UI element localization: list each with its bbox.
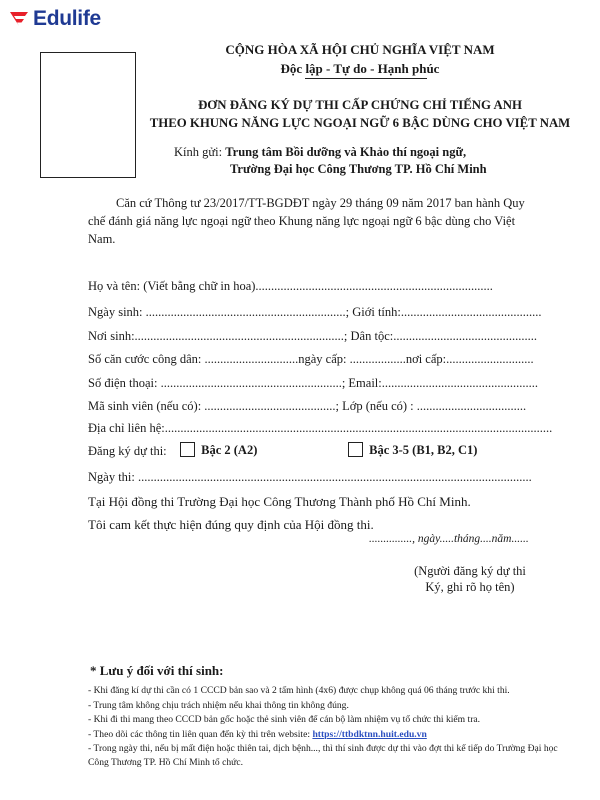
dob-gender-field[interactable]: Ngày sinh: ................................................................; Giới tính:............................................. <box>88 305 542 319</box>
address-field[interactable]: Địa chỉ liên hệ:............................................................................................................................ <box>88 421 553 435</box>
commitment-text: Tôi cam kết thực hiện đúng quy định của Hội đồng thi. <box>88 517 374 532</box>
checkbox-a2[interactable] <box>180 442 195 457</box>
option-b1-c1-label: Bậc 3-5 (B1, B2, C1) <box>369 443 478 457</box>
note-item-5: - Trong ngày thi, nếu bị mất điện hoặc thiên tai, dịch bệnh..., thì thí sinh được dự thi vào đợt thi kế tiếp do Trường Đại học Công Thương TP. Hồ Chí Minh tổ chức. <box>88 743 558 768</box>
intro-line1: Căn cứ Thông tư 23/2017/TT-BGDĐT ngày 29 tháng 09 năm 2017 ban hành Quy <box>116 196 525 210</box>
option-a2[interactable] <box>180 442 257 458</box>
recipient-line1: Trung tâm Bồi dưỡng và Khảo thí ngoại ngữ, <box>225 145 467 159</box>
recipient <box>174 145 466 160</box>
recipient-line2: Trường Đại học Công Thương TP. Hồ Chí Minh <box>230 162 487 176</box>
brand-logo <box>8 6 101 32</box>
note-item-3: - Khi đi thi mang theo CCCD bản gốc hoặc thẻ sinh viên để cán bộ làm nhiệm vụ tổ chức thi kiểm tra. <box>88 714 481 726</box>
pob-ethnicity-field[interactable]: Nơi sinh:...................................................................; Dân tộc:.............................................. <box>88 329 537 343</box>
note-item-2: - Trung tâm không chịu trách nhiệm nếu khai thông tin không đúng. <box>88 699 349 711</box>
student-class-field[interactable]: Mã sinh viên (nếu có): ..........................................; Lớp (nếu có) : ................................... <box>88 399 527 413</box>
notes-list <box>88 684 568 771</box>
photo-placeholder <box>40 52 136 178</box>
intro-line3: Nam. <box>88 232 116 246</box>
edulife-logo-icon <box>8 8 30 30</box>
id-card-field[interactable]: Số căn cước công dân: ..............................ngày cấp: ..................nơi cấp:............................ <box>88 352 534 366</box>
motto-underline <box>305 78 427 79</box>
date-line <box>369 533 529 545</box>
checkbox-b1-c1[interactable] <box>348 442 363 457</box>
note-item-4 <box>88 728 568 742</box>
fullname-field[interactable]: Họ và tên: (Viết bằng chữ in hoa)............................................................................ <box>88 279 493 293</box>
website-link[interactable]: https://ttbdktnn.huit.edu.vn <box>312 728 427 740</box>
notes-title: * Lưu ý đối với thí sinh: <box>90 663 224 678</box>
country-header: CỘNG HÒA XÃ HỘI CHỦ NGHĨA VIỆT NAM <box>225 42 495 57</box>
form-title-line2: THEO KHUNG NĂNG LỰC NGOẠI NGỮ 6 BẬC DÙNG CHO VIỆT NAM <box>149 116 571 130</box>
venue-text: Tại Hội đồng thi Trường Đại học Công Thương Thành phố Hồ Chí Minh. <box>88 494 471 509</box>
register-label: Đăng ký dự thi: <box>88 444 167 458</box>
signature-line1: (Người đăng ký dự thi <box>414 564 526 578</box>
intro-line2: chế đánh giá năng lực ngoại ngữ theo Khung năng lực ngoại ngữ 6 bậc dùng cho Việt <box>88 214 516 228</box>
date-place: ..............., <box>369 533 418 545</box>
note-item-4-text: - Theo dõi các thông tin liên quan đến kỳ thi trên website: <box>88 728 313 740</box>
date-rest: ngày.....tháng....năm...... <box>417 533 529 545</box>
signature-line2: Ký, ghi rõ họ tên) <box>425 580 515 594</box>
motto: Độc lập - Tự do - Hạnh phúc <box>280 61 440 76</box>
form-title-line1: ĐƠN ĐĂNG KÝ DỰ THI CẤP CHỨNG CHỈ TIẾNG ANH <box>198 98 522 112</box>
option-a2-label: Bậc 2 (A2) <box>201 443 258 457</box>
phone-email-field[interactable]: Số điện thoại: ..........................................................; Email:.................................................. <box>88 376 538 390</box>
note-item-1: - Khi đăng kí dự thi cần có 1 CCCD bản sao và 2 tấm hình (4x6) được chụp không quá 06 tháng trước khi thi. <box>88 685 510 696</box>
brand-name: Edulife <box>33 7 101 30</box>
exam-date-field[interactable]: Ngày thi: .............................................................................................................................. <box>88 470 532 484</box>
recipient-label: Kính gửi: <box>174 145 223 159</box>
option-b1-c1[interactable] <box>348 442 477 458</box>
